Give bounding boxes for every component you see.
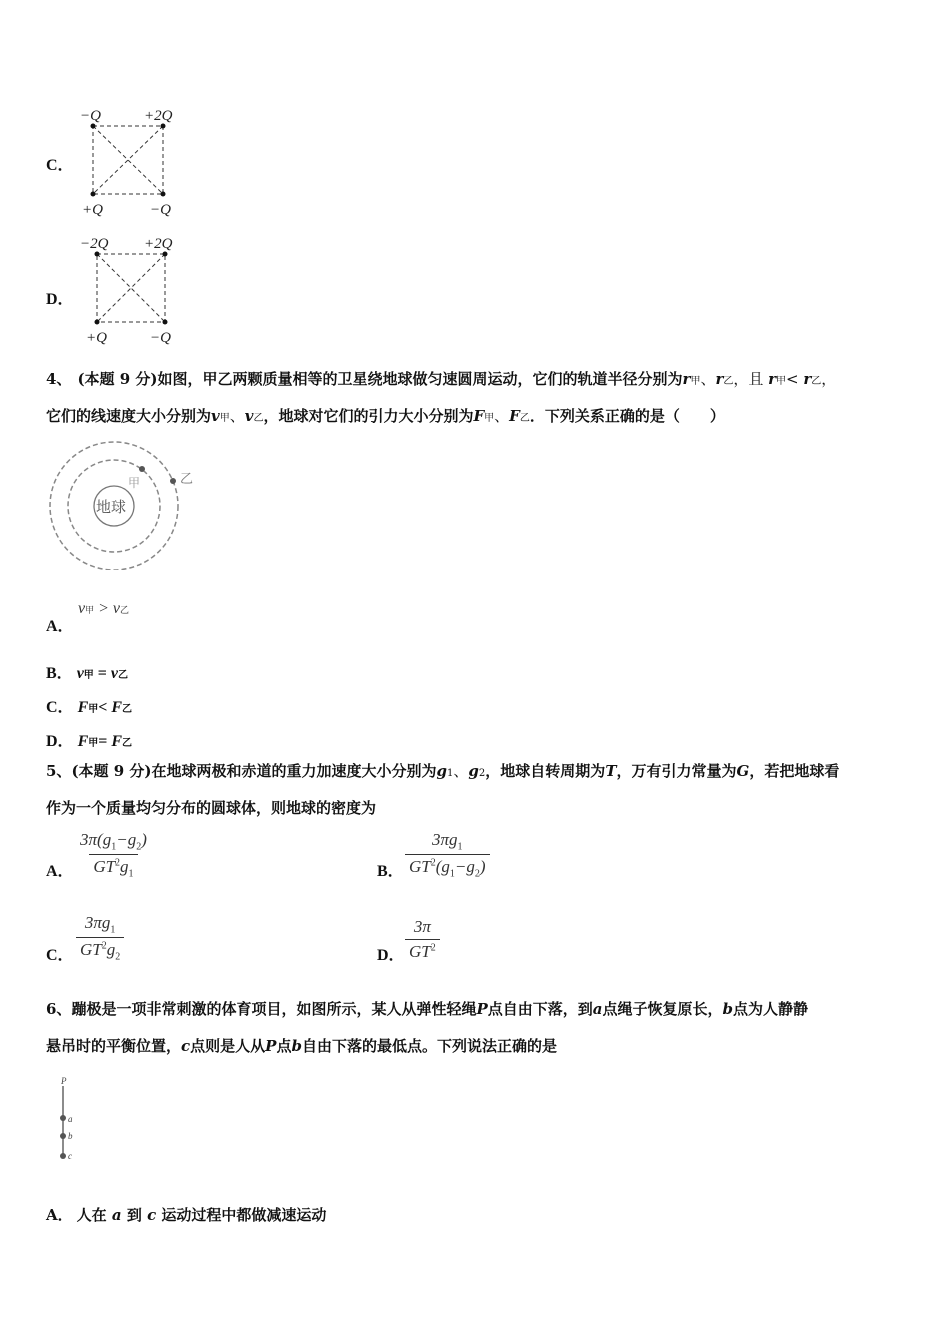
q4-text-1: 如图，甲乙两颗质量相等的卫星绕地球做匀速圆周运动，它们的轨道半径分别为 [157, 370, 683, 388]
q4-orbit-figure [44, 440, 204, 570]
point-b-label: b [68, 1131, 73, 1141]
point-a [60, 1115, 66, 1121]
q5-option-b-fraction: $\frac{3\pi g_1}{GT^2(g_1-g_2)}$ [405, 830, 490, 880]
q6-option-a-label: A． [46, 1206, 73, 1224]
charge-bottom-right: −Q [150, 330, 171, 346]
q4-option-a-label: A． [46, 618, 74, 635]
point-b [60, 1133, 66, 1139]
charge-top-right: +2Q [144, 236, 173, 252]
q5-text-5: 作为一个质量均匀分布的圆球体，则地球的密度为 [46, 799, 377, 817]
q6-bungee-figure [52, 1072, 92, 1166]
point-c [60, 1153, 66, 1159]
q5-number: 5、 [46, 762, 72, 780]
q5-option-c-fraction: $\frac{3\pi g_1}{GT^2g_2}$ [76, 913, 124, 963]
point-p-label: P [61, 1076, 67, 1086]
q6-text-4: 点为人静静 [733, 1000, 809, 1018]
satellite-yi [170, 478, 176, 484]
charge-point [161, 192, 166, 197]
q6-text-3: 点绳子恢复原长， [602, 1000, 723, 1018]
q6-text-1: 蹦极是一项非常刺激的体育项目，如图所示，某人从弹性轻绳 [71, 1000, 477, 1018]
q5-line-2 [46, 789, 376, 827]
q5-text-1: 在地球两极和赤道的重力加速度大小分别为 [151, 762, 437, 780]
charge-top-left: −Q [80, 108, 101, 124]
satellite-jia [139, 466, 145, 472]
charge-point [95, 320, 100, 325]
charge-point [91, 192, 96, 197]
q3-option-c-diagram [76, 102, 186, 220]
q4-line-1: 4、 (本题 9 分)如图，甲乙两颗质量相等的卫星绕地球做匀速圆周运动，它们的轨道半径分别为r甲、r乙，且 r甲< r乙， [46, 370, 837, 388]
q6-text-6: 点则是人从 [190, 1037, 266, 1055]
satellite-jia-label: 甲 [128, 476, 141, 490]
charge-point [163, 252, 168, 257]
q4-number: 4、 [46, 370, 72, 388]
dashed-square [93, 126, 163, 194]
q5-option-a-fraction: $\frac{3\pi(g_1-g_2)}{GT^2g_1}$ [80, 830, 147, 880]
q4-option-c: C． F甲< F乙 [46, 699, 133, 716]
charge-bottom-left: +Q [82, 202, 103, 218]
point-c-label: c [68, 1151, 72, 1161]
q5-text-4: ，若把地球看 [749, 762, 840, 780]
q5-option-c-label: C． [46, 947, 74, 964]
q5-text-3: ，万有引力常量为 [616, 762, 737, 780]
q4-text-3: ，地球对它们的引力大小分别为 [263, 407, 474, 425]
q6-option-a: A． 人在 a 到 c 运动过程中都做减速运动 [46, 1206, 327, 1224]
q5-text-2: ，地球自转周期为 [485, 762, 606, 780]
charge-point [161, 124, 166, 129]
q4-text-4: ．下列关系正确的是（ ） [529, 407, 725, 425]
q5-option-a-label: A． [46, 863, 74, 880]
q6-text-7: 点 [276, 1037, 292, 1055]
q3-option-c-label: C． [46, 157, 74, 174]
q4-option-a-text: v甲 > v乙 [78, 600, 130, 617]
q6-text-2: 点自由下落，到 [487, 1000, 593, 1018]
charge-point [91, 124, 96, 129]
dashed-square [97, 254, 165, 322]
q5-option-d-label: D． [377, 947, 405, 964]
q6-text-8: 自由下落的最低点。下列说法正确的是 [301, 1037, 557, 1055]
charge-bottom-left: +Q [86, 330, 107, 346]
charge-top-right: +2Q [144, 108, 173, 124]
q4-option-b: B． v甲 = v乙 [46, 665, 129, 682]
q6-text-5: 悬吊时的平衡位置， [46, 1037, 182, 1055]
q4-text-2: 它们的线速度大小分别为 [46, 407, 212, 425]
q5-option-d-fraction: $\frac{3\pi}{GT^2}$ [405, 917, 440, 962]
q6-line-2: 悬吊时的平衡位置，c点则是人从P点b自由下落的最低点。下列说法正确的是 [46, 1037, 557, 1055]
q5-score: (本题 9 分) [71, 762, 152, 780]
q4-option-d: D． F甲= F乙 [46, 733, 133, 750]
q3-option-d-diagram [78, 230, 188, 348]
charge-point [163, 320, 168, 325]
q6-line-1: 6、蹦极是一项非常刺激的体育项目，如图所示，某人从弹性轻绳P点自由下落，到a点绳子恢复原长，b点为人静静 [46, 1000, 809, 1018]
earth-label: 地球 [96, 500, 127, 516]
q3-option-d-label: D． [46, 291, 74, 308]
q6-number: 6、 [46, 1000, 72, 1018]
q5-option-b-label: B． [377, 863, 404, 880]
point-a-label: a [68, 1114, 73, 1124]
charge-top-left: −2Q [80, 236, 109, 252]
q4-line-2: 它们的线速度大小分别为v甲、v乙，地球对它们的引力大小分别为F甲、F乙．下列关系正确的是（ ） [46, 407, 725, 425]
q5-line-1: 5、(本题 9 分)在地球两极和赤道的重力加速度大小分别为g1、g2，地球自转周期为T，万有引力常量为G，若把地球看 [46, 762, 840, 780]
q4-score: (本题 9 分) [77, 370, 158, 388]
charge-point [95, 252, 100, 257]
charge-bottom-right: −Q [150, 202, 171, 218]
satellite-yi-label: 乙 [180, 471, 194, 486]
